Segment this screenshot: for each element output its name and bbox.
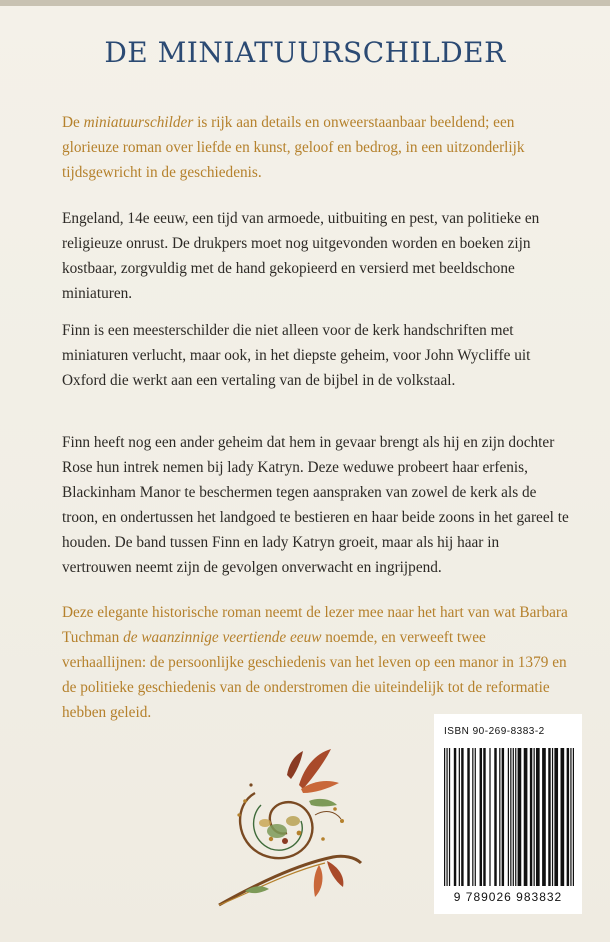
barcode-bar <box>508 748 509 886</box>
barcode-bar <box>472 748 473 886</box>
barcode-bar <box>475 748 476 886</box>
cover-top-edge <box>0 0 610 6</box>
barcode-bars <box>444 748 574 886</box>
barcode-bar <box>524 748 528 886</box>
blurb-paragraph-setting: Engeland, 14e eeuw, een tijd van armoede, uitbuiting en pest, van politieke en religieuze onrust. De drukpers moet nog uitgevonden worden en boeken zijn kostbaar, zorgvuldig met de hand gekopieerd en versierd met beeldschone miniaturen. <box>62 210 540 302</box>
intro-text-start: De <box>62 114 84 131</box>
blurb-paragraph-secret: Finn heeft nog een ander geheim dat hem in gevaar brengt als hij en zijn dochter Rose hun intrek nemen bij lady Katryn. Deze weduwe probeert haar erfenis, Blackinham Manor te beschermen tegen aanspraken van zowel de kerk als de troon, en ondertussen het landgoed te bestieren en haar beide zoons in het gareel te houden. De band tussen Finn en lady Katryn groeit, maar als hij haar in vertrouwen neemt zijn de gevolgen onverwacht en ingrijpend. <box>62 434 569 576</box>
barcode-bar <box>494 748 496 886</box>
barcode-bar <box>567 748 569 886</box>
barcode-bar <box>480 748 482 886</box>
barcode-bar <box>570 748 571 886</box>
barcode-bar <box>534 748 535 886</box>
book-title: DE MINIATUURSCHILDER <box>104 36 506 69</box>
barcode-bar <box>459 748 460 886</box>
intro-text-end: is rijk aan details en onweerstaanbaar beeldend; een glorieuze roman over liefde en kunst, geloof en bedrog, in een uitzonderlijk tijdsgewricht in de geschiedenis. <box>62 114 525 181</box>
closing-text-end: noemde, en verweeft twee verhaallijnen: de persoonlijke geschiedenis van het leven op een manor in 1379 en de politieke geschiedenis van de onderstromen die uiteindelijk tot de reformatie hebben geleid. <box>62 629 567 721</box>
barcode-number: 9 789026 983832 <box>453 890 563 904</box>
barcode-bar <box>510 748 511 886</box>
barcode-bar <box>502 748 504 886</box>
barcode-bar <box>467 748 469 886</box>
blurb-paragraph-intro <box>62 110 572 185</box>
barcode-bar <box>542 748 546 886</box>
barcode-bar <box>554 748 558 886</box>
barcode-bar <box>499 748 500 886</box>
isbn-label: ISBN 90-269-8383-2 <box>444 726 545 737</box>
barcode-bar <box>561 748 565 886</box>
closing-italic-phrase: de waanzinnige veertiende eeuw <box>123 629 322 646</box>
barcode-bar <box>530 748 532 886</box>
barcode-bar <box>548 748 550 886</box>
barcode-bar <box>518 748 522 886</box>
floral-ornament-icon <box>215 745 365 910</box>
isbn-barcode-panel <box>434 714 582 914</box>
barcode-bar <box>454 748 456 886</box>
barcode-bar <box>489 748 490 886</box>
barcode-bar <box>513 748 514 886</box>
intro-italic-title: miniatuurschilder <box>83 114 194 131</box>
barcode-bar <box>483 748 485 886</box>
blurb-paragraph-closing <box>62 600 572 725</box>
barcode-bar <box>461 748 463 886</box>
closing-text-start: Deze elegante historische roman neemt de lezer mee naar het hart van wat Barbara Tuchman <box>62 604 568 646</box>
barcode-bar <box>449 748 450 886</box>
barcode-bar <box>446 748 447 886</box>
barcode-bar <box>444 748 445 886</box>
barcode-bar <box>552 748 553 886</box>
blurb-paragraph-finn: Finn is een meesterschilder die niet alleen voor de kerk handschriften met miniaturen verlucht, maar ook, in het diepste geheim, voor John Wycliffe uit Oxford die werkt aan een vertaling van de bijbel in de volkstaal. <box>62 322 531 389</box>
barcode-bar <box>515 748 516 886</box>
barcode-bar <box>573 748 574 886</box>
barcode-bar <box>536 748 540 886</box>
